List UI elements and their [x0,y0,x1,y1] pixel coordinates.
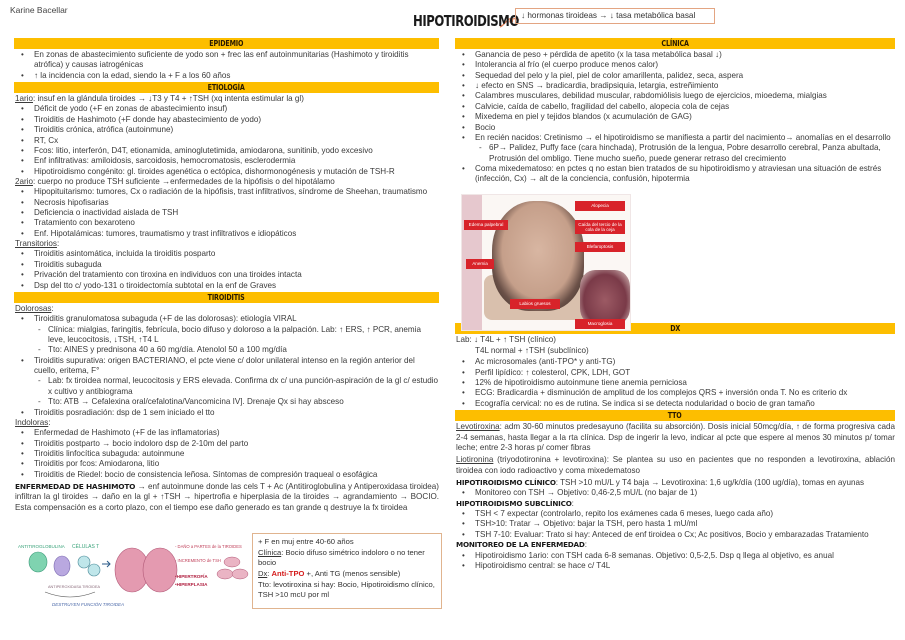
section-header-epidemio: EPIDEMIO [14,38,439,49]
svg-text:ANTITIROGLOBULINA: ANTITIROGLOBULINA [18,544,65,549]
list-item: • Enf. Hipotalámicas: tumores, traumatismo y trast infiltrativos e idiopáticos [14,229,439,239]
list-item: • En zonas de abastecimiento suficiente de yodo son + frec las enf autoinmunitarias (Hashimoto y tiroiditis atrófica) y causas iatrogénicas [14,50,439,71]
svg-text:DESTRUYEN FUNCIÓN TIROIDEA: DESTRUYEN FUNCIÓN TIROIDEA [52,602,125,607]
list-item: • Enfermedad de Hashimoto (+F de las inflamatorias) [14,428,439,438]
list-item: • TSH 7-10: Evaluar: Trato si hay: Anteced de enf tiroidea o Cx; Ac positivos, Bocio y embarazadas Tratamiento [455,530,895,540]
list-item: • ↓ efecto en SNS → bradicardia, bradipsiquia, letargia, estreñimiento [455,81,895,91]
definition-box: ↓ hormonas tiroideas → ↓ tasa metabólica basal [515,8,715,24]
indoloras-list [14,428,439,480]
sub-item: - Lab: fx tiroidea normal, leucocitosis y ERS elevada. Confirma dx c/ una punción-aspiración de la gl c/ estudio x cultivo y antibiograma [14,376,439,397]
label-cola-cejas: Caída del tercio de la cola de la ceja [575,220,625,234]
label-labios: Labios gruesos [510,299,560,309]
list-item: • Ac microsomales (anti-TPO* y anti-TG) [455,357,895,367]
list-item: • Tiroiditis crónica, atrófica (autoinmune) [14,125,439,135]
list-item: • Hipotiroidismo 1ario: con TSH cada 6-8 semanas. Objetivo: 0,5-2,5. Dsp q llega al objetivo, es anual [455,551,895,561]
svg-text:- DAÑO a PARTES de la TIROIDES: - DAÑO a PARTES de la TIROIDES [175,544,242,549]
section-header-dx: DX [455,323,895,334]
clinico-list [455,488,895,498]
levotiroxina-paragraph: Levotiroxina: adm 30-60 minutos predesayuno (facilita su absorción). Dosis inicial 50mcg/día, ↑ de forma progresiva cada 2-4 semanas, hasta llegar a la rta clínica. Dsp de ingerir la levo, indicar al pcte que espere al menos 30 minutos p/ tomar leche; entre 2-3 horas p/ comer fibras [456,422,895,452]
list-item: • Deficiencia o inactividad aislada de TSH [14,208,439,218]
clinico-line: HIPOTIROIDISMO CLÍNICO: TSH >10 mU/L y T4 baja → Levotiroxina: 1,6 ug/k/día (100 ug/día), tomas en ayunas [456,477,865,487]
secundario-line: 2ario: cuerpo no produce TSH suficiente →enfermedades de la hipófisis o del hipotálamo [15,176,335,186]
granulomatosa-sublist [14,325,439,356]
subclinico-heading: HIPOTIROIDISMO SUBCLÍNICO: [456,498,574,508]
list-item: • Tiroiditis por fcos: Amiodarona, litio [14,459,439,469]
page-title: HIPOTIROIDISMO [413,12,519,30]
list-item: • Fcos: litio, interferón, D4T, etionamida, aminoglutetimida, amiodarona, sunitinib, yodo excesivo [14,146,439,156]
dolorosas-list [14,314,439,418]
list-item: • Tiroiditis linfocítica subaguda: autoinmune [14,449,439,459]
sub-item: - Clínica: mialgias, faringitis, febrícula, bocio difuso y doloroso a la palpación. Lab: ↑ ERS, ↑ PCR, anemia leve, leucocitosis, ↓TSH, ↑T4 L [14,325,439,346]
section-header-etiologia: ETIOLOGÍA [14,82,439,93]
hashimoto-paragraph: ENFERMEDAD DE HASHIMOTO → enf autoinmune donde las cels T + Ac (Antitiroglobulina y Antiperoxidasa tiroidea) infiltran la gl tiroides → daño en la gl + ↑TSH → hipertrofia e hiperplasia de la tiroides → agrandamiento → BOCIO. Esta compensación es a corto plazo, con el tiempo ese daño generado es tan grande q destruye la fx tiroidea [15,482,439,512]
list-item: • Tratamiento con bexaroteno [14,218,439,228]
list-item: • En recién nacidos: Cretinismo → el hipotiroidismo se manifiesta a partir del nacimiento→ anomalías en el desarrollo - 6P→ Palidez, Puffy face (cara hinchada), Protrusión de la lengua, Pobre desarrollo cerebral, Panza abultada, Protrusión del ombligo. Tiene mucho sueño, puede generar retraso del crecimiento [455,133,895,164]
section-header-tto: TTO [455,410,895,421]
list-item: • Tiroiditis postparto → bocio indoloro dsp de 2-10m del parto [14,439,439,449]
transitorios-list [14,249,439,290]
list-item: • Coma mixedematoso: en pctes q no estan bien tratados de su hipotiroidismo y atraviesan una situación de estrés (infección, Cx) → alt de la conciencia, confusión, hipotermia [455,164,895,185]
lab-line-subclinico: T4L normal + ↑TSH (subclínico) [475,346,589,356]
primario-list [14,104,439,177]
list-item: • Hipotiroidismo congénito: gl. tiroides agenética o ectópica, dishormonogénesis y mutación de TSH-R [14,167,439,177]
monitoreo-list [455,551,895,572]
hashimoto-summary-box: + F en muj entre 40-60 años Clínica: Bocio difuso simétrico indoloro o no tener bocio Dx: Anti-TPO +, Anti TG (menos sensible) Tto: levotiroxina si hay: Bocio, Hipotiroidismo clínico, TSH >10 mcU por ml [252,533,442,609]
lab-line-clinico: Lab: ↓ T4L + ↑ TSH (clínico) [456,334,556,344]
left-column [14,37,439,513]
list-item: • Calambres musculares, debilidad muscular, rabdomiólisis luego de ejercicios, mioedema, mialgias [455,91,895,101]
list-item: • Tiroiditis asintomática, incluida la tiroiditis posparto [14,249,439,259]
list-item: • Necrosis hipofisarias [14,198,439,208]
list-item: • Monitoreo con TSH → Objetivo: 0,46-2,5 mU/L (no bajar de 1) [455,488,895,498]
svg-text:CÉLULAS T: CÉLULAS T [72,544,100,550]
patient-face-illustration [492,201,584,311]
list-item: • Ecografía cervical: no es de rutina. Se indica si se detecta nodularidad o bocio de gran tamaño [455,399,895,409]
section-header-clinica: CLÍNICA [455,38,895,49]
author-name: Karine Bacellar [10,5,68,15]
list-item: • 12% de hipotiroidismo autoinmune tiene anemia perniciosa [455,378,895,388]
supurativa-sublist [14,376,439,407]
list-item: • Tiroiditis de Riedel: bocio de consistencia leñosa. Síntomas de compresión traqueal o esofágica [14,470,439,480]
right-column [455,37,895,571]
label-anemia: Anemia [466,259,494,269]
clinica-list [455,50,895,185]
svg-text:- INCREMENTO de TSH: - INCREMENTO de TSH [175,558,221,563]
list-item: • ↑ la incidencia con la edad, siendo la + F a los 60 años [14,71,439,81]
list-item: • Bocio [455,123,895,133]
indoloras-line: Indoloras: [15,417,51,427]
list-item: • Hipopituitarismo: tumores, Cx o radiación de la hipófisis, trast infiltrativos, síndrome de Sheehan, traumatismo [14,187,439,197]
list-item: • Tiroiditis supurativa: origen BACTERIANO, el pcte viene c/ dolor unilateral intenso en la región anterior del cuello, eritema, F° - Lab: fx tiroidea normal, leucocitosis y ERS elevada. Confirma dx c/ una punción-aspiración de la gl c/ estudio x cultivo y antibiograma - Tto: ATB → Cefalexina oral/cefalotina/Vancomicina IV]. Drenaje Qx si hay absceso [14,356,439,408]
epidemio-list [14,50,439,81]
monitoreo-heading: MONITOREO DE LA ENFERMEDAD: [456,540,587,550]
label-blefaroptosis: Blefaroptosis [575,242,625,252]
dolorosas-line: Dolorosas: [15,303,54,313]
list-item: • Ganancia de peso + pérdida de apetito (x la tasa metabólica basal ↓) [455,50,895,60]
sub-item: - Tto: AINES y prednisona 40 a 60 mg/día. Atenolol 50 a 100 mg/día [14,345,439,355]
sub-item: - Tto: ATB → Cefalexina oral/cefalotina/Vancomicina IV]. Drenaje Qx si hay absceso [14,397,439,407]
list-item: • TSH < 7 expectar (controlarlo, repito los exámenes cada 6 meses, luego cada año) [455,509,895,519]
list-item: • Sequedad del pelo y la piel, piel de color amarillenta, palidez, seca, aspera [455,71,895,81]
list-item: • TSH>10: Tratar → Objetivo: bajar la TSH, pero hasta 1 mU/ml [455,519,895,529]
macroglossia-illustration [580,270,630,325]
myxedema-clinical-image [461,194,631,331]
list-item: • Enf infiltrativas: amiloidosis, sarcoidosis, hemocromatosis, esclerodermia [14,156,439,166]
subclinico-list [455,509,895,540]
title-block [413,12,521,31]
list-item: • Tiroiditis granulomatosa subaguda (+F de las dolorosas): etiología VIRAL - Clínica: mialgias, faringitis, febrícula, bocio difuso y doloroso a la palpación. Lab: ↑ ERS, ↑ PCR, anemia leve, leucocitosis, ↓TSH, ↑T4 L - Tto: AINES y prednisona 40 a 60 mg/día. Atenolol 50 a 100 mg/día [14,314,439,355]
list-item: • Hipotiroidismo central: se hace c/ T4L [455,561,895,571]
transitorios-line: Transitorios: [15,239,60,249]
list-item: • Privación del tratamiento con tiroxina en individuos con una tiroides intacta [14,270,439,280]
section-header-tiroiditis: TIROIDITIS [14,292,439,303]
sub-item: - 6P→ Palidez, Puffy face (cara hinchada), Protrusión de la lengua, Pobre desarrollo cerebral, Panza abultada, Protrusión del ombligo. Tiene mucho sueño, puede generar retraso del crecimiento [455,143,895,164]
svg-text:•HIPERTROFÍA: •HIPERTROFÍA [175,574,208,579]
svg-text:•HIPERPLASIA: •HIPERPLASIA [175,582,208,587]
list-item: • Mixedema en piel y tejidos blandos (x acumulación de GAG) [455,112,895,122]
hashimoto-diagram [10,540,250,625]
liotironina-paragraph: Liotironina (triyodotironina + levotiroxina): Se plantea su uso en pacientes que no responden a levotiroxina, ablación tiroidea con iodo radioactivo y coma mixedematoso [456,455,895,475]
list-item: • Intolerancia al frío (el cuerpo produce menos calor) [455,60,895,70]
list-item: • Calvicie, caída de cabello, fragilidad del cabello, alopecia cola de cejas [455,102,895,112]
list-item: • ECG: Bradicardia + disminución de amplitud de los complejos QRS + inversión onda T. No es criterio dx [455,388,895,398]
dx-list [455,357,895,409]
label-alopecia: Alopecia [575,201,625,211]
list-item: • Tiroiditis de Hashimoto (+F donde hay abastecimiento de yodo) [14,115,439,125]
list-item: • RT, Cx [14,136,439,146]
list-item: • Tiroiditis subaguda [14,260,439,270]
list-item: • Dsp del tto c/ yodo-131 o tiroidectomía subtotal en la enf de Graves [14,281,439,291]
list-item: • Déficit de yodo (+F en zonas de abastecimiento insuf) [14,104,439,114]
six-p-sublist [455,143,895,164]
svg-text:ANTIPEROXIDASA TIROIDEA: ANTIPEROXIDASA TIROIDEA [48,585,101,589]
secundario-list [14,187,439,239]
label-macroglosia: Macroglosia [575,319,625,329]
label-edema-palpebral: Edema palpebral [464,220,508,230]
list-item: • Perfil lipídico: ↑ colesterol, CPK, LDH, GOT [455,368,895,378]
list-item: • Tiroiditis posradiación: dsp de 1 sem iniciado el tto [14,408,439,418]
primario-line: 1ario: insuf en la glándula tiroides → ↓T3 y T4 + ↑TSH (xq intenta estimular la gl) [15,94,304,104]
